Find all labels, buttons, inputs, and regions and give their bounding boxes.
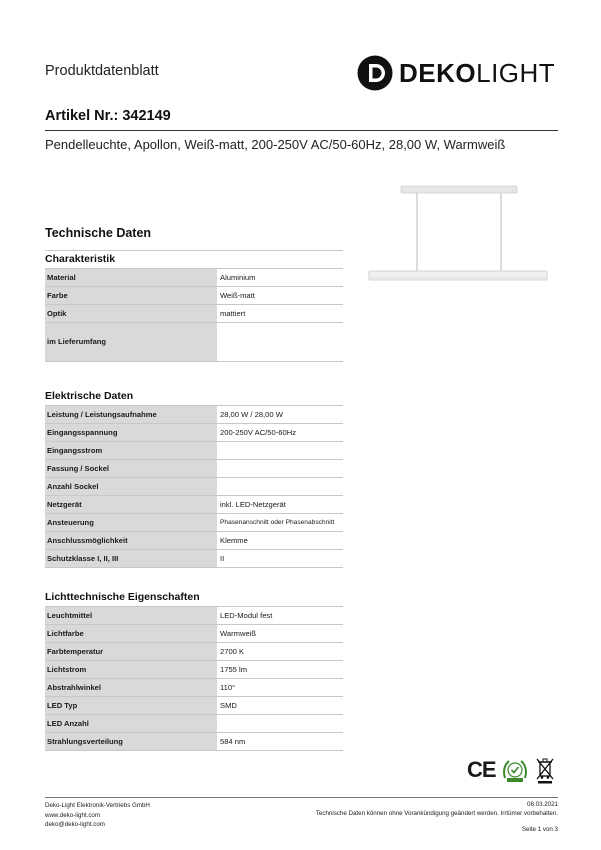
row-key: LED Typ <box>45 697 217 714</box>
row-key: Leistung / Leistungsaufnahme <box>45 406 217 423</box>
brand-bold: DEKO <box>399 58 477 88</box>
rohs-compliance-icon <box>500 756 530 784</box>
section-title: Lichttechnische Eigenschaften <box>45 591 200 603</box>
table-row <box>45 304 343 322</box>
row-key: im Lieferumfang <box>45 323 217 361</box>
article-number: Artikel Nr.: 342149 <box>45 108 171 124</box>
row-value: II <box>220 554 225 563</box>
row-value <box>217 442 343 459</box>
row-key: Fassung / Sockel <box>45 460 217 477</box>
weee-crossed-bin-icon <box>535 756 555 784</box>
section-title: Elektrische Daten <box>45 390 134 402</box>
row-key: Anschlussmöglichkeit <box>45 532 217 549</box>
row-key: Eingangsstrom <box>45 442 217 459</box>
row-value: 28,00 W / 28,00 W <box>220 410 283 419</box>
row-value <box>217 715 343 732</box>
row-key: Ansteuerung <box>45 514 217 531</box>
page-number: Seite 1 von 3 <box>521 826 558 833</box>
footer-company: Deko-Light Elektronik-Vertriebs GmbH <box>45 802 150 809</box>
table-row <box>45 696 343 714</box>
row-value: 200-250V AC/50-60Hz <box>220 428 296 437</box>
row-key: Eingangsspannung <box>45 424 217 441</box>
technical-data-heading: Technische Daten <box>45 226 152 240</box>
row-key: Lichtfarbe <box>45 625 217 642</box>
row-value: 110° <box>220 683 236 692</box>
row-key: Anzahl Sockel <box>45 478 217 495</box>
row-value: Warmweiß <box>220 629 256 638</box>
row-value: inkl. LED-Netzgerät <box>220 500 286 509</box>
row-key: Schutzklasse I, II, III <box>45 550 217 567</box>
dekolight-logo <box>357 54 562 92</box>
table-row <box>45 495 343 513</box>
table-row <box>45 531 343 549</box>
row-value: Aluminium <box>220 273 256 282</box>
table-row <box>45 459 343 477</box>
table-row <box>45 660 343 678</box>
header-divider <box>45 130 558 131</box>
table-row <box>45 678 343 696</box>
row-value: SMD <box>220 701 237 710</box>
charakteristik-table <box>45 250 343 362</box>
table-row <box>45 423 343 441</box>
row-value: 2700 K <box>220 647 245 656</box>
product-description: Pendelleuchte, Apollon, Weiß-matt, 200-250V AC/50-60Hz, 28,00 W, Warmweiß <box>45 137 506 152</box>
table-row <box>45 268 343 286</box>
row-key: Farbe <box>45 287 217 304</box>
row-value: Klemme <box>220 536 248 545</box>
table-row <box>45 732 343 751</box>
table-row <box>45 322 343 362</box>
row-key: Lichtstrom <box>45 661 217 678</box>
elektrische-daten-table <box>45 388 343 568</box>
row-value <box>217 323 343 361</box>
brand-wordmark <box>399 58 555 89</box>
footer-divider <box>45 797 558 798</box>
row-key: Leuchtmittel <box>45 607 217 624</box>
pendant-lamp-image <box>365 180 550 290</box>
table-row <box>45 642 343 660</box>
row-value: 1755 lm <box>220 665 248 674</box>
row-value: Phasenanschnitt oder Phasenabschnitt <box>220 519 335 526</box>
row-key: Farbtemperatur <box>45 643 217 660</box>
table-row <box>45 624 343 642</box>
row-value: Weiß-matt <box>220 291 255 300</box>
table-row <box>45 405 343 423</box>
footer-email-link[interactable]: deko@deko-light.com <box>45 821 105 828</box>
table-row <box>45 606 343 624</box>
footer-date: 08.03.2021 <box>527 801 558 808</box>
brand-light: LIGHT <box>476 58 556 88</box>
row-value: 584 nm <box>220 737 246 746</box>
lichttechnische-eigenschaften-table <box>45 589 343 751</box>
dekolight-logo-mark-icon <box>357 55 393 91</box>
row-value <box>217 460 343 477</box>
row-value: mattiert <box>220 309 246 318</box>
footer-disclaimer: Technische Daten können ohne Vorankündigung geändert werden. Irrtümer vorbehalten. <box>315 810 558 817</box>
row-key: Abstrahlwinkel <box>45 679 217 696</box>
footer-website-link[interactable]: www.deko-light.com <box>45 811 101 819</box>
row-key: Material <box>45 269 217 286</box>
table-row <box>45 513 343 531</box>
footer-contact <box>45 801 150 830</box>
document-title: Produktdatenblatt <box>45 63 159 79</box>
row-key: LED Anzahl <box>45 715 217 732</box>
table-row <box>45 714 343 732</box>
row-key: Netzgerät <box>45 496 217 513</box>
table-row <box>45 477 343 495</box>
row-value <box>217 478 343 495</box>
table-row <box>45 441 343 459</box>
row-key: Strahlungsverteilung <box>45 733 217 750</box>
row-key: Optik <box>45 305 217 322</box>
section-title: Charakteristik <box>45 250 343 268</box>
table-row <box>45 286 343 304</box>
table-row <box>45 549 343 568</box>
row-value: LED-Modul fest <box>220 611 273 620</box>
ce-mark-icon: CE <box>467 757 496 782</box>
